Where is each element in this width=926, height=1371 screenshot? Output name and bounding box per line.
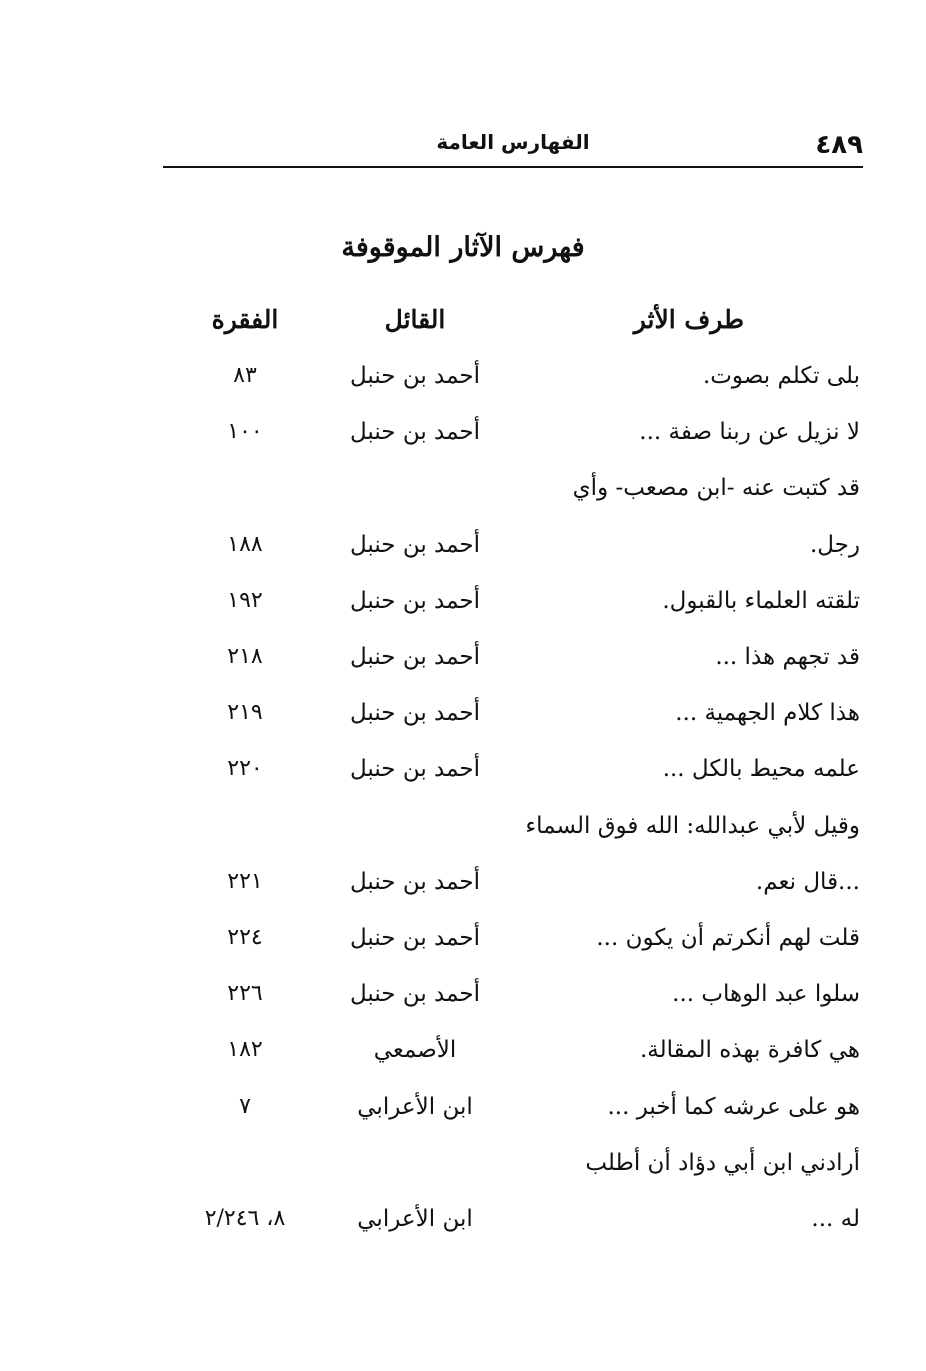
- paragraph-number: ١٠٠: [227, 419, 263, 444]
- narrator: أحمد بن حنبل: [349, 869, 481, 895]
- page-header: [163, 120, 863, 168]
- table-row: [0, 1037, 926, 1077]
- paragraph-number: ٢٢٠: [227, 756, 263, 781]
- paragraph-number: ٢١٩: [227, 700, 263, 725]
- column-header-paragraph: الفقرة: [211, 305, 279, 334]
- athar-text: أرادني ابن أبي دؤاد أن أطلب: [585, 1150, 860, 1176]
- athar-text: بلى تكلم بصوت.: [702, 363, 860, 389]
- narrator: أحمد بن حنبل: [349, 756, 481, 782]
- column-header-text: طرف الأثر: [633, 305, 744, 334]
- narrator: أحمد بن حنبل: [349, 532, 481, 558]
- table-row: [0, 475, 926, 515]
- narrator: أحمد بن حنبل: [349, 644, 481, 670]
- paragraph-number: ١٨٢: [227, 1037, 263, 1062]
- paragraph-number: ٨٣: [233, 363, 257, 388]
- athar-text: هي كافرة بهذه المقالة.: [639, 1037, 860, 1063]
- table-row: [0, 1094, 926, 1134]
- paragraph-number: ١٨٨: [227, 532, 263, 557]
- athar-text: وقيل لأبي عبدالله: الله فوق السماء: [525, 813, 860, 839]
- table-row: [0, 363, 926, 403]
- table-row: [0, 644, 926, 684]
- athar-text: قد تجهم هذا ...: [715, 644, 860, 670]
- table-row: [0, 756, 926, 796]
- narrator: أحمد بن حنبل: [349, 588, 481, 614]
- table-row: [0, 588, 926, 628]
- narrator: أحمد بن حنبل: [349, 419, 481, 445]
- paragraph-number: ٢١٨: [227, 644, 263, 669]
- narrator: الأصمعي: [373, 1037, 457, 1063]
- paragraph-number: ٢٢٤: [227, 925, 263, 950]
- table-row: [0, 981, 926, 1021]
- narrator: أحمد بن حنبل: [349, 363, 481, 389]
- table-row: [0, 700, 926, 740]
- athar-text: له ...: [811, 1206, 860, 1232]
- athar-text: سلوا عبد الوهاب ...: [672, 981, 860, 1007]
- page-number: ٤٨٩: [815, 130, 863, 160]
- table-row: [0, 419, 926, 459]
- athar-text: لا نزيل عن ربنا صفة ...: [639, 419, 860, 445]
- athar-text: علمه محيط بالكل ...: [662, 756, 860, 782]
- athar-text: هذا كلام الجهمية ...: [675, 700, 860, 726]
- table-row: [0, 925, 926, 965]
- table-row: [0, 869, 926, 909]
- athar-text: رجل.: [809, 532, 860, 558]
- athar-text: هو على عرشه كما أخبر ...: [607, 1094, 860, 1120]
- table-row: [0, 532, 926, 572]
- table-row: [0, 1150, 926, 1190]
- table-row: [0, 1206, 926, 1246]
- narrator: ابن الأعرابي: [357, 1094, 473, 1120]
- athar-text: قلت لهم أنكرتم أن يكون ...: [596, 925, 860, 951]
- table-row: [0, 813, 926, 853]
- running-title: الفهارس العامة: [436, 130, 590, 154]
- paragraph-number: ٧: [239, 1094, 251, 1119]
- narrator: أحمد بن حنبل: [349, 925, 481, 951]
- narrator: أحمد بن حنبل: [349, 981, 481, 1007]
- athar-text: قد كتبت عنه -ابن مصعب- وأي: [572, 475, 860, 501]
- narrator: ابن الأعرابي: [357, 1206, 473, 1232]
- paragraph-number: ٢٢٦: [227, 981, 263, 1006]
- narrator: أحمد بن حنبل: [349, 700, 481, 726]
- paragraph-number: ١٩٢: [227, 588, 263, 613]
- paragraph-number: ٢٢١: [227, 869, 263, 894]
- athar-text: ...قال نعم.: [755, 869, 860, 895]
- athar-text: تلقته العلماء بالقبول.: [662, 588, 860, 614]
- column-header-narrator: القائل: [384, 305, 446, 334]
- page-title: فهرس الآثار الموقوفة: [341, 232, 585, 263]
- paragraph-number: ٨، ٢/٢٤٦: [204, 1206, 286, 1231]
